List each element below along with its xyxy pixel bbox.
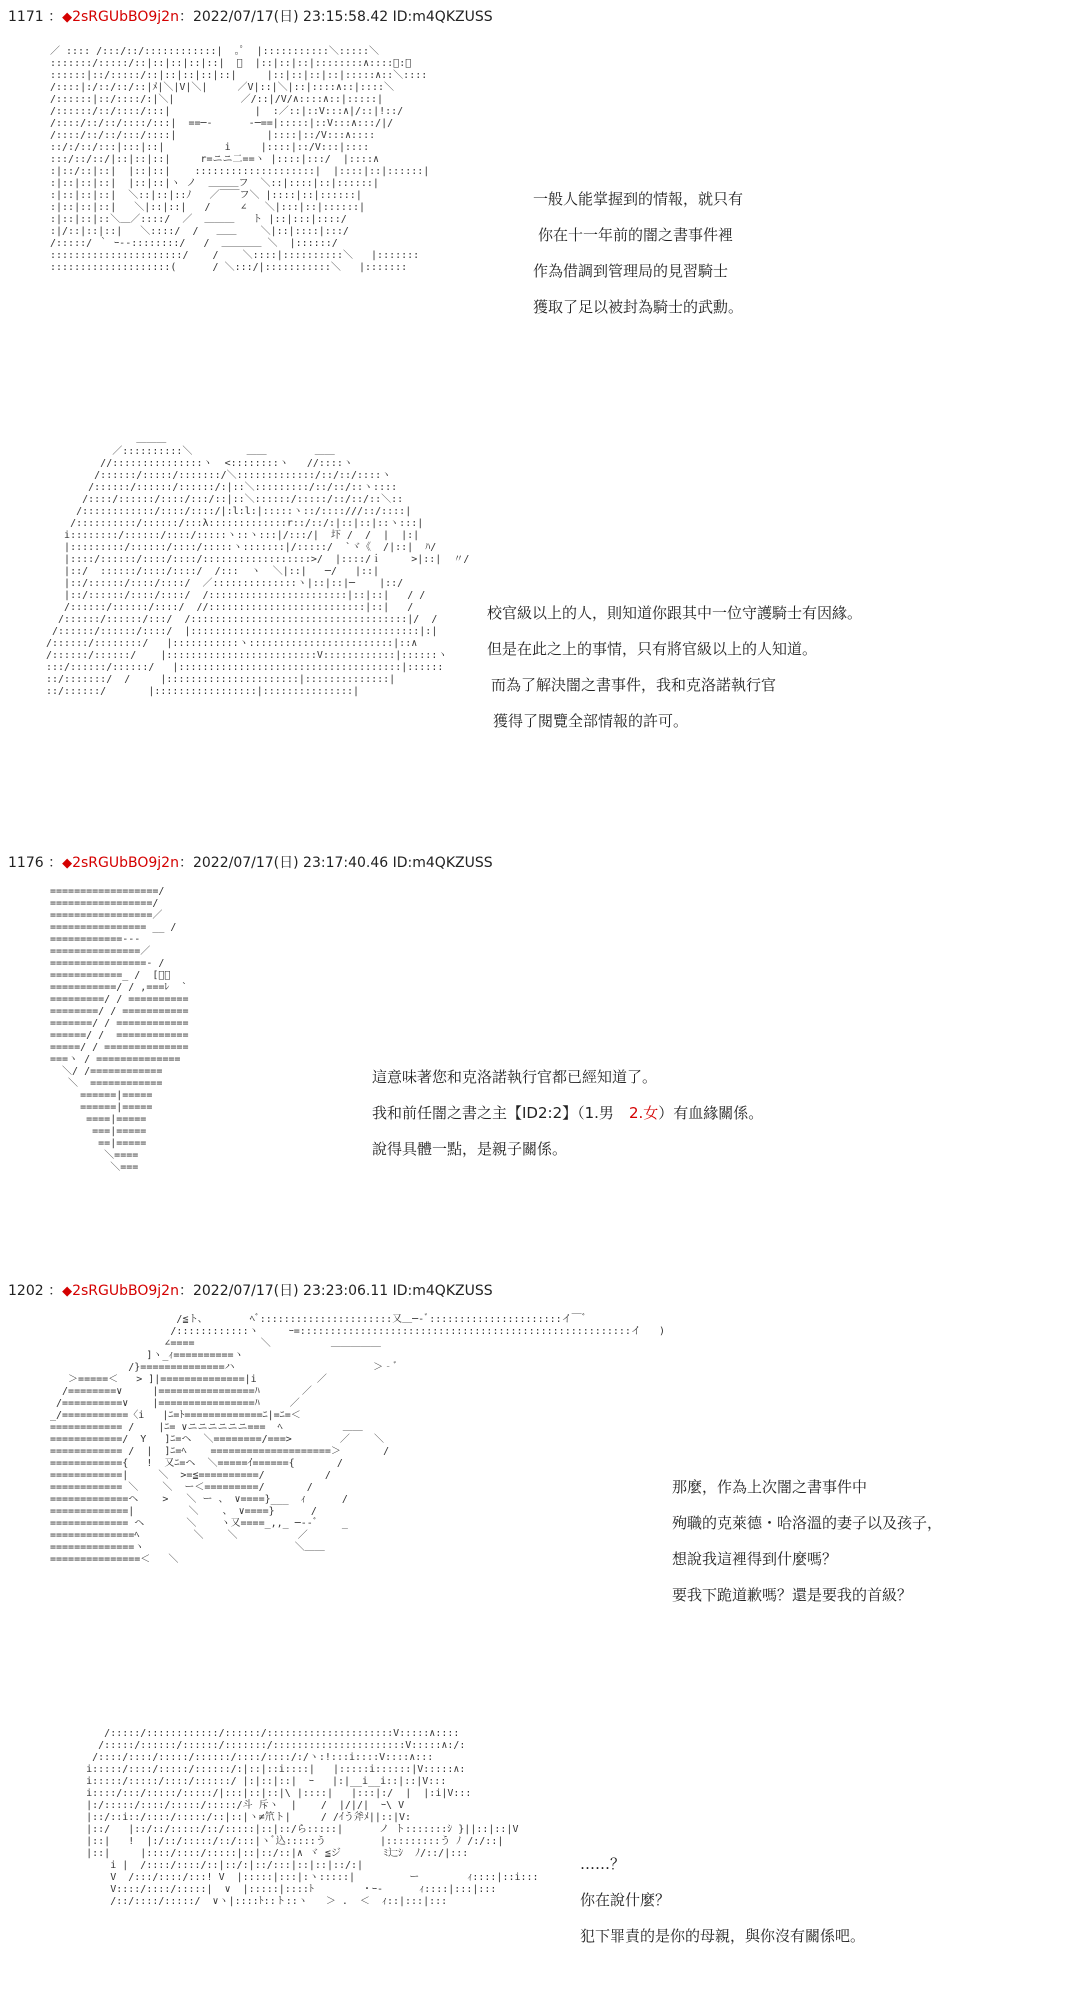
post-header-1202: [8, 1282, 493, 1301]
ascii-art-3: ==================/ =================/ =================／ ================ __ / ============--- ===============／ ================‐ / ============_ / [ﾞ、 ===========/ / ,===ﾚ ` =========/ / ========== ========/ / =========== =======/ / ============ ======/ / ============ =====/ / ============== ===ヽ / ============== ＼/ /============ ＼ ============ ======|===== ======|===== ====|===== ===|===== ==|===== ＼==== ＼===: [50, 886, 189, 1173]
ascii-art-5: /:::::/::::::::::::/::::::/:::::::::::::::::::::V:::::∧:::: /:::::/::::::/::::::/:::::::/::::::::::::::::::::::V:::::∧:/: /::::/::::/:::::/::::::/::::/::::/:/ヽ:!:::i::::V::::∧::: i:::::/::::/:::::/::::::/:|::|::i::::| |:::::i::::::|V:::::∧: i:::::/:::::/::::/::::::/ |:|::|::| ｰ |:|__i__i::|::|V::: i::::/:::/:::::/:::::/|:::|::|::|\ |::::| |:::|:/ | |:i|V::: |:/:::::/::::/:::::/:::::/斗 斥ヽ | / |/|/| ｰ\ V |::/::i::/::::/:::::/::|::|ヽ≠笊ト| / /ｲう斧ﾒ||::|V: |::/ |::/::/:::::/::/:::::|::|::/ら:::::| ノ ト:::::::ｼ }||::|::|V |::| ! |:/::/:::::/::/:::|ヽﾞ込:::::う |:::::::::う ﾉ /:/::| |::| |::::/::::/:::::|::|::/::|∧ ヾ ≦ジ ﾐ辷ｼ ﾉ/::/|::: i | /::::/::::/::|::/:|::/:::|::|::|::/:| V /:::/::::/:::! V |:::::|:::|:ヽ:::::| ー ｨ::::|::i::: V::::/::::/:::::| ∨ |:::::|::::ﾄ ・ｰ- ｨ::::|:::|::: /::/::::/:::::/ ∨ヽ|::::ﾄ::ト::ヽ ＞ . ＜ ｨ::|:::|:::: [86, 1728, 539, 1907]
post-datetime: ：2022/07/17(日) 23:15:58.42 ID:m4QKZUSS: [178, 9, 493, 25]
post-trip[interactable]: 2sRGUbBO9j2n: [72, 855, 179, 871]
dialog-line: 校官級以上的人，則知道你跟其中一位守護騎士有因緣。: [487, 604, 863, 622]
dialog-block: [533, 190, 933, 320]
post-number: 1176: [8, 855, 44, 871]
dialog-block: [672, 1478, 1072, 1608]
dialog-line: 獲取了足以被封為騎士的武勳。: [533, 298, 744, 316]
dialog-line: ……？: [580, 1855, 626, 1873]
dialog-line: 那麼，作為上次闇之書事件中: [672, 1478, 868, 1496]
ascii-art-4: /≦ト、 ﾍﾞ::::::::::::::::::::::又＿─‐ﾞ::::::::::::::::::::::イ￣ﾞ /::::::::::::ヽ ｰ=:::::::::::::::::::::::::::::::::::::::::::::::::::::::イ ) ∠==== ＼ ＿＿＿＿＿ ]ヽ_ｨ==========ヽ /}==============ハ ＞‐ﾞ ＞=====＜ > ]|==============|i ／ /========∨ |================ﾊ ／ /==========∨ |================ﾊ ／ _/===========〈i |ﾆ=ﾄ=============ﾆ|=ﾆ=＜ ============ / |ﾆ= ∨ニニニニニニ=== ﾍ ＿＿ ============/ Y ]ﾆ=ヘ ＼========/===> ／ ＼ ============ / | ]ﾆ=ﾍ ====================＞ / ============{ ! 又ﾆ=ヘ ＼=====ｲ======{ / ============| ＼ >=≦==========/ / ============ ＼ ＼ ー＜=========/ / =============ヘ > ＼ ー 、 ∨====}___ ｨ / =============| ＼ 、 ∨====} / ============= ヘ ＼ ヽ又====_,,_ ─‐‐ﾞ _ ==============ﾍ ＼ ＼ ／ ==============ヽ ＼＿＿ ===============＜ ＼: [50, 1314, 666, 1565]
post-separator: ：: [48, 1283, 63, 1299]
trip-diamond-icon: ◆: [62, 1284, 73, 1299]
ascii-art-2: ＿＿＿ ／::::::::::＼ ＿＿ ＿＿ //:::::::::::::::ヽ <::::::::ヽ //::::ヽ /::::::/:::::/:::::::/＼:::::::::::::/::/::/::::ヽ /::::::/::::::/::::::/:|::＼:::::::::/::/::/::ヽ:::: /::::/::::::/::::/:::/::|::＼::::::/:::::/::/::/::＼:: /::::::::::::/::::/::::/|:l:l:|:::::ヽ::/::::///::/::::| /::::::::::/::::::/:::λ:::::::::::::r::/::/:|::|::|::ヽ:::| i::::::::/::::::/::::/:::::ヽ::ヽ:::|/:::/| 圷 / / | |:| |:::::::::/::::::/::::/:::::ヽ:::::::|/:::::/ `ヾ《 /|::| ﾊ/ |::::/::::::/::::/::::/::::::::::::::::::>/ |::::/ｉ >|::| 〃/ |::/ ::::::/::::/::::/ /::: ヽ ＼|::| ─/ |::| |::/::::::/::::/::::/ ／::::::::::::::ヽ|::|::|─ |::/ |::/::::::/::::/::::/ /:::::::::::::::::::::::|::|::| / / /::::::/::::::/::::/ //::::::::::::::::::::::::::|::| / /::::::/::::::/:::/ /::::::::::::::::::::::::::::::::::::|/ / /::::::/::::::/::::/ |::::::::::::::::::::::::::::::::::::::|:| /::::::/::::::::/ |:::::::::::ヽ::::::::::::::::::::::::|::∧ /::::::/::::::/ |:::::::::::::::::::::::::V::::::::::::|::::::ヽ :::/::::::/::::::/ |:::::::::::::::::::::::::::::::::::::|:::::: ::/:::::::/ / |::::::::::::::::::::::|::::::::::::::| ::/::::::/ |:::::::::::::::::|:::::::::::::::|: [46, 434, 470, 697]
post-number: 1171: [8, 9, 44, 25]
post-trip[interactable]: 2sRGUbBO9j2n: [72, 1283, 179, 1299]
dialog-line: 但是在此之上的事情，只有將官級以上的人知道。: [487, 640, 818, 658]
post-trip[interactable]: 2sRGUbBO9j2n: [72, 9, 179, 25]
dialog-line: 獲得了閱覽全部情報的許可。: [493, 712, 689, 730]
dialog-line: 殉職的克萊德・哈洛溫的妻子以及孩子，: [672, 1514, 943, 1532]
dialog-line: 這意味著您和克洛諾執行官都已經知道了。: [372, 1068, 658, 1086]
dialog-block: [487, 604, 987, 734]
post-datetime: ：2022/07/17(日) 23:23:06.11 ID:m4QKZUSS: [178, 1283, 493, 1299]
dialog-line: 要我下跪道歉嗎？還是要我的首級？: [672, 1586, 913, 1604]
dialog-line: 想說我這裡得到什麼嗎？: [672, 1550, 838, 1568]
dialog-text: ）有血緣關係。: [658, 1104, 764, 1122]
dialog-line: 一般人能掌握到的情報，就只有: [533, 190, 744, 208]
ascii-art-1: ／ :::: /:::/::/::::::::::::| ｡ﾟ |:::::::::::＼:::::＼ :::::::/:::::/::|::|::|::|::| ﾟ |::|::|::|::::::::∧::::＼:＼ ::::::|::/:::::/::|::|::|::|::| |::|::|::|::|:::::∧::＼:::: /::::|:/::/::/::|ﾒ|＼|V|＼| ／V|::|＼|::|::::∧::|::::＼ /::::::|::/::::/:|＼| ／/::|/V/∧::::∧::|:::::| /::::::/::/::::/:::| | :／::|::V:::∧|/::|!::/ /::::/::/::/::::/:::| ==─- -─==|:::::|::V:::∧:::/|/ /::::/::/::/:::/::::| |::::|::/V:::∧:::: ::/:/::/:::|:::|::| i |::::|::/V:::|:::: :::/::/::/|::|::|::| r=ニニ二==ヽ |::::|:::/ |::::∧ :|::/::|::| |::|::| ::::::::::::::::::::| |::::|::|::::::| :|::|::|::| |::|::|ヽ ノ ＿＿＿フ ＼::|::::|::|::::::| :|::|::|::| ＼::|::|::ﾉ ／￣￣フ＼ |::::|::|::::::| :|::|::|::| ＼|::|::| / ∠ ＼|:::|::|::::::| :|::|::|::＼＿／::::/ ／ ＿＿＿ ト |::|:::|::::/ :|/::|::|::| ＼::::/ / ＿＿ ＼|::|::::|:::/ /:::::/ ｀ ｰ--::::::::/ / ＿＿＿＿ ＼ |::::::/ ::::::::::::::::::::::/ / ＼::::|::::::::::＼ |::::::: ::::::::::::::::::::( / ＼:::/|:::::::::::＼ |:::::::: [50, 46, 430, 273]
dialog-line: 你在十一年前的闇之書事件裡: [538, 226, 734, 244]
dialog-line: 而為了解決闇之書事件，我和克洛諾執行官: [491, 676, 777, 694]
trip-diamond-icon: ◆: [62, 10, 73, 25]
dialog-text: 我和前任闇之書之主【ID2:2】（1.男: [372, 1104, 629, 1122]
dialog-line: 說得具體一點，是親子關係。: [372, 1140, 568, 1158]
post-number: 1202: [8, 1283, 44, 1299]
dialog-line-with-highlight: [372, 1104, 763, 1122]
post-separator: ：: [48, 9, 63, 25]
post-separator: ：: [48, 855, 63, 871]
dialog-line: 你在說什麼？: [580, 1891, 671, 1909]
dialog-line: 作為借調到管理局的見習騎士: [533, 262, 729, 280]
dialog-block: [372, 1068, 932, 1168]
dialog-block: [580, 1855, 1060, 1955]
dialog-line: 犯下罪責的是你的母親，與你沒有關係吧。: [580, 1927, 866, 1945]
post-datetime: ：2022/07/17(日) 23:17:40.46 ID:m4QKZUSS: [178, 855, 493, 871]
post-header-1176: [8, 854, 493, 873]
post-header-1171: [8, 8, 493, 27]
trip-diamond-icon: ◆: [62, 856, 73, 871]
highlighted-choice: 2.女: [628, 1104, 659, 1122]
